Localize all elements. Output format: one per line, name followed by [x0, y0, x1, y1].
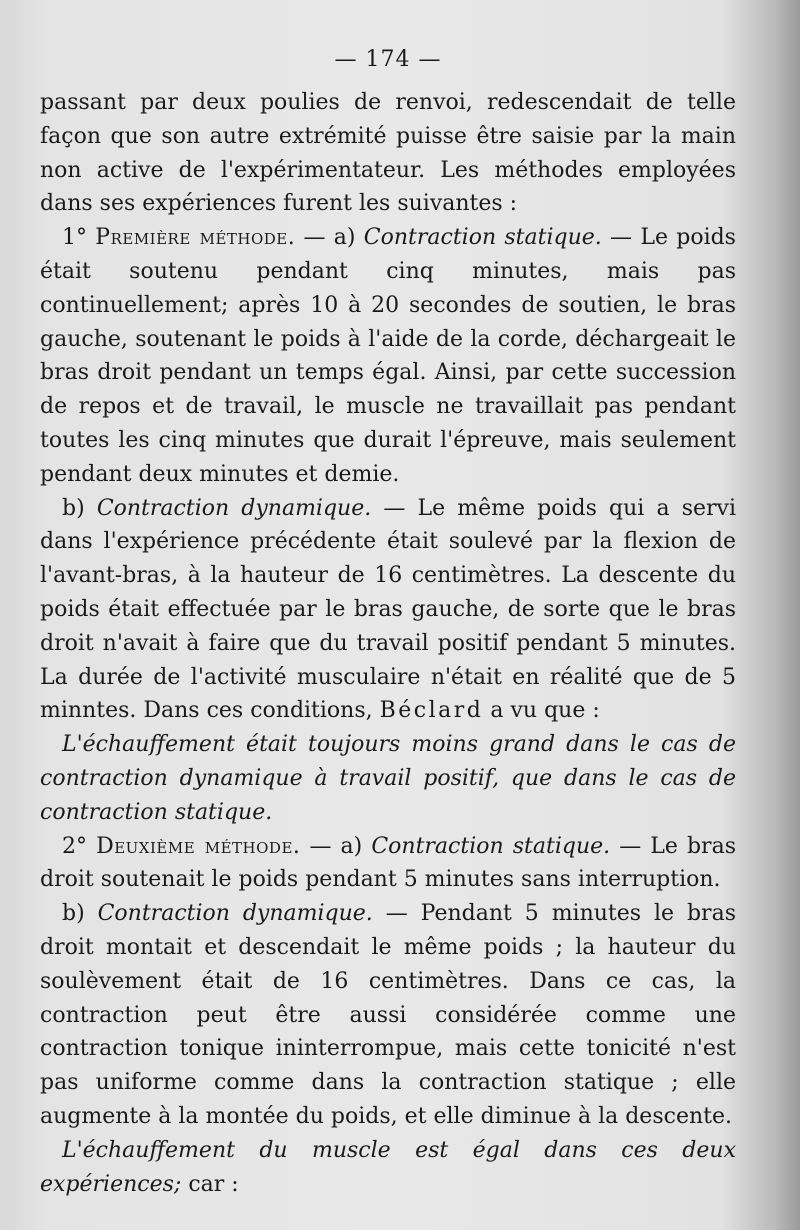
- paragraph-p3: [40, 492, 736, 729]
- italic-text: Contraction dynamique.: [96, 495, 372, 521]
- italic-text: Contraction statique.: [363, 225, 602, 251]
- paragraph-p1: [40, 86, 736, 221]
- text-run: passant par deux poulies de renvoi, redescendait de telle façon que son autre extrémité puisse être saisie par la main non active de l'expérimentateur. Les méthodes employées dans ses expériences furent les suivantes :: [40, 90, 736, 217]
- text-run: b): [62, 901, 98, 927]
- text-run: — Le bras droit soutenait le poids pendant 5 minutes sans interruption.: [40, 833, 736, 893]
- text-run: 2°: [62, 833, 97, 859]
- paragraph-p5: [40, 830, 736, 898]
- paragraph-p2: [40, 221, 736, 491]
- text-run: — a): [300, 833, 372, 859]
- text-run: — a): [295, 225, 364, 251]
- italic-text: L'échauffement du muscle est égal dans ces deux expériences;: [40, 1137, 736, 1197]
- text-run: a vu que :: [483, 698, 600, 724]
- body-text: [40, 86, 736, 1201]
- text-run: — Le poids était soutenu pendant cinq minutes, mais pas continuellement; après 10 à 20 secondes de soutien, le bras gauche, soutenant le poids à l'aide de la corde, déchargeait le bras droit pendant un temps égal. Ainsi, par cette succession de repos et de travail, le muscle ne travaillait pas pendant toutes les cinq minutes que durait l'épreuve, mais seulement pendant deux minutes et demie.: [40, 225, 736, 487]
- text-run: b): [62, 495, 97, 521]
- page-number: — 174 —: [334, 47, 442, 72]
- italic-text: L'échauffement était toujours moins grand dans le cas de contraction dynamique à travail positif, que dans le cas de contraction statique.: [40, 732, 736, 825]
- paragraph-p4: [40, 728, 736, 829]
- author-name: Béclard: [379, 698, 484, 724]
- paragraph-p6: [40, 897, 736, 1134]
- text-run: 1°: [62, 225, 96, 251]
- italic-text: Contraction statique.: [371, 833, 611, 859]
- text-run: — Le même poids qui a servi dans l'expérience précédente était soulevé par la flexion de l'avant-bras, à la hauteur de 16 centimètres. La descente du poids était effectuée par le bras gauche, de sorte que le bras droit n'avait à faire que du travail positif pendant 5 minutes. La durée de l'activité musculaire n'était en réalité que de 5 minntes. Dans ces conditions,: [40, 495, 736, 724]
- italic-text: Contraction dynamique.: [97, 901, 373, 927]
- text-run: — Pendant 5 minutes le bras droit montait et descendait le même poids ; la hauteur du soulèvement était de 16 centimètres. Dans ce cas, la contraction peut être aussi considérée comme une contraction tonique ininterrompue, mais cette tonicité n'est pas uniforme comme dans la contraction statique ; elle augmente à la montée du poids, et elle diminue à la descente.: [40, 901, 736, 1129]
- section-heading: Première méthode.: [95, 225, 296, 251]
- section-heading: Deuxième méthode.: [96, 833, 301, 859]
- text-run: car :: [181, 1171, 239, 1197]
- paragraph-p7: [40, 1134, 736, 1202]
